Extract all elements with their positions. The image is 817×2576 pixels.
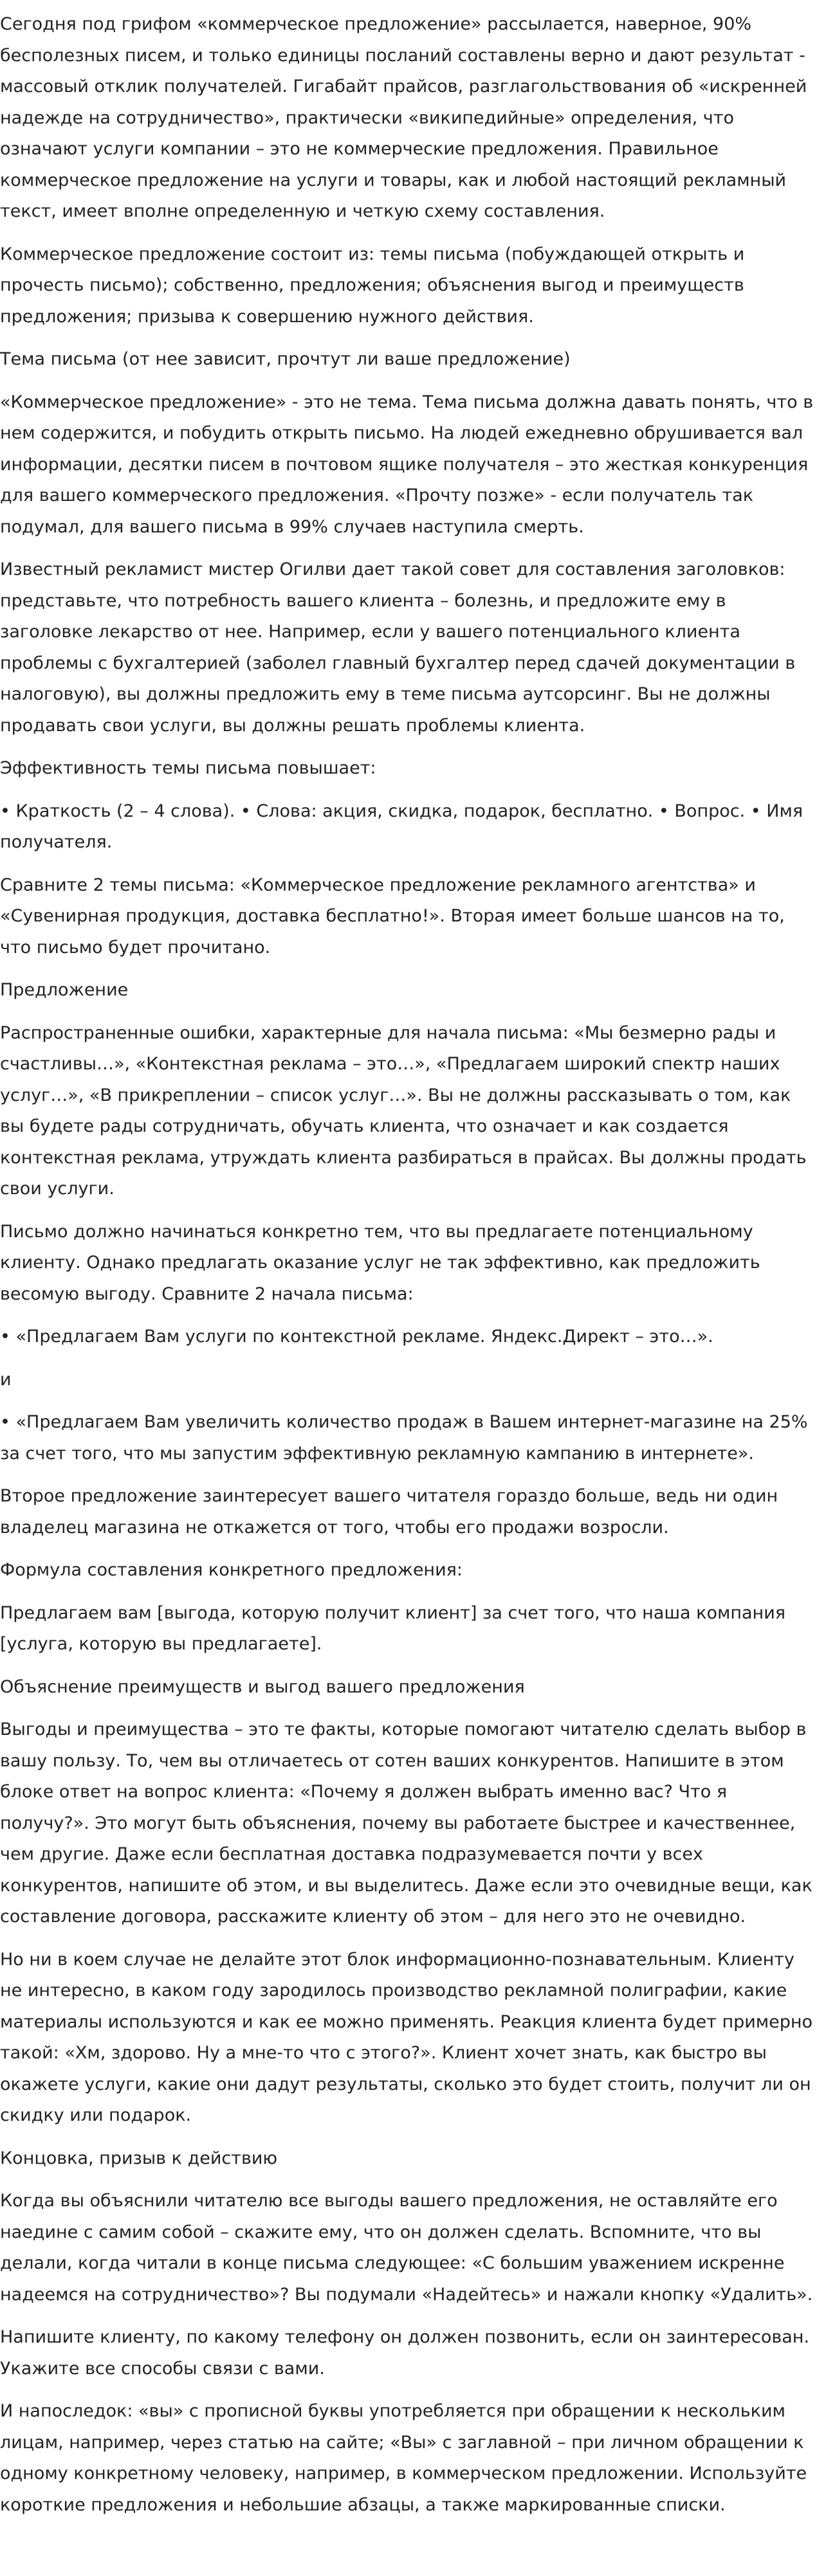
bullet-list-paragraph: • Краткость (2 – 4 слова). • Слова: акция, скидка, подарок, бесплатно. • Вопрос. • Имя получателя.: [0, 801, 803, 852]
paragraph: Формула составления конкретного предложения:: [0, 1560, 463, 1580]
paragraph: Напишите клиенту, по какому телефону он должен позвонить, если он заинтересован. Укажите все способы связи с вами.: [0, 2327, 810, 2379]
paragraph: «Коммерческое предложение» - это не тема. Тема письма должна давать понять, что в нем содержится, и побудить открыть письмо. На людей ежедневно обрушивается вал информации, десятки писем в почтовом ящике получателя – это жесткая конкуренция для вашего коммерческого предложения. «Прочту позже» - если получатель так подумал, для вашего письма в 99% случаев наступила смерть.: [0, 392, 814, 537]
paragraph: Когда вы объяснили читателю все выгоды вашего предложения, не оставляйте его наедине с самим собой – скажите ему, что он должен сделать. Вспомните, что вы делали, когда читали в конце письма следующее: «С большим уважением искренне надеемся на сотрудничество»? Вы подумали «Надейтесь» и нажали кнопку «Удалить».: [0, 2191, 813, 2305]
paragraph: Письмо должно начинаться конкретно тем, что вы предлагаете потенциальному клиенту. Однако предлагать оказание услуг не так эффективно, как предложить весомую выгоду. Сравните 2 начала письма:: [0, 1221, 760, 1304]
paragraph-structure: Коммерческое предложение состоит из: темы письма (побуждающей открыть и прочесть письмо); собственно, предложения; объяснения выгод и преимуществ предложения; призыва к совершению нужного действия.: [0, 244, 745, 327]
paragraph: Известный рекламист мистер Огилви дает такой совет для составления заголовков: представьте, что потребность вашего клиента – болезнь, и предложите ему в заголовке лекарство от нее. Например, если у вашего потенциального клиента проблемы с бухгалтерией (заболел главный бухгалтер перед сдачей документации в налоговую), вы должны предложить ему в теме письма аутсорсинг. Вы не должны продавать свои услуги, вы должны решать проблемы клиента.: [0, 559, 796, 736]
paragraph-intro: Сегодня под грифом «коммерческое предложение» рассылается, наверное, 90% бесполезных писем, и только единицы посланий составлены верно и дают результат - массовый отклик получателей. Гигабайт прайсов, разглагольствования об «искренней надежде на сотрудничество», практически «википедийные» определения, что означают услуги компании – это не коммерческие предложения. Правильное коммерческое предложение на услуги и товары, как и любой настоящий рекламный текст, имеет вполне определенную и четкую схему составления.: [0, 14, 807, 221]
bullet-item: • «Предлагаем Вам увеличить количество продаж в Вашем интернет-магазине на 25% за счет того, что мы запустим эффективную рекламную кампанию в интернете».: [0, 1412, 808, 1464]
paragraph: Но ни в коем случае не делайте этот блок информационно-познавательным. Клиенту не интересно, в каком году зародилось производство рекламной полиграфии, какие материалы используются и как ее можно применять. Реакция клиента будет примерно такой: «Хм, здорово. Ну а мне-то что с этого?». Клиент хочет знать, как быстро вы окажете услуги, какие они дадут результаты, сколько это будет стоить, получит ли он скидку или подарок.: [0, 1949, 813, 2125]
paragraph-final: И напоследок: «вы» с прописной буквы употребляется при обращении к нескольким лицам, например, через статью на сайте; «Вы» с заглавной – при личном обращении к одному конкретному человеку, например, в коммерческом предложении. Используйте короткие предложения и небольшие абзацы, а также маркированные списки.: [0, 2401, 807, 2515]
paragraph: Эффективность темы письма повышает:: [0, 758, 376, 778]
paragraph: и: [0, 1369, 12, 1390]
section-heading-benefits: Объяснение преимуществ и выгод вашего предложения: [0, 1676, 525, 1697]
bullet-item: • «Предлагаем Вам услуги по контекстной рекламе. Яндекс.Директ – это…».: [0, 1327, 713, 1347]
paragraph: Распространенные ошибки, характерные для начала письма: «Мы безмерно рады и счастливы…», «Контекстная реклама – это…», «Предлагаем широкий спектр наших услуг…», «В прикреплении – список услуг…». Вы не должны рассказывать о том, как вы будете рады сотрудничать, обучать клиента, что означает и как создается контекстная реклама, утруждать клиента разбираться в прайсах. Вы должны продать свои услуги.: [0, 1022, 807, 1199]
paragraph: Выгоды и преимущества – это те факты, которые помогают читателю сделать выбор в вашу пользу. То, чем вы отличаетесь от сотен ваших конкурентов. Напишите в этом блоке ответ на вопрос клиента: «Почему я должен выбрать именно вас? Что я получу?». Это могут быть объяснения, почему вы работаете быстрее и качественнее, чем другие. Даже если бесплатная доставка подразумевается почти у всех конкурентов, напишите об этом, и вы выделитесь. Даже если это очевидные вещи, как составление договора, расскажите клиенту об этом – для него это не очевидно.: [0, 1719, 812, 1927]
section-heading-subject: Тема письма (от нее зависит, прочтут ли ваше предложение): [0, 349, 571, 369]
paragraph: Второе предложение заинтересует вашего читателя гораздо больше, ведь ни один владелец магазина не откажется от того, чтобы его продажи возросли.: [0, 1486, 778, 1537]
paragraph: Сравните 2 темы письма: «Коммерческое предложение рекламного агентства» и «Сувенирная продукция, доставка бесплатно!». Вторая имеет больше шансов на то, что письмо будет прочитано.: [0, 875, 785, 957]
section-heading-call-to-action: Концовка, призыв к действию: [0, 2148, 278, 2168]
section-heading-offer: Предложение: [0, 980, 129, 1000]
paragraph: Предлагаем вам [выгода, которую получит клиент] за счет того, что наша компания [услуга, которую вы предлагаете].: [0, 1602, 785, 1654]
